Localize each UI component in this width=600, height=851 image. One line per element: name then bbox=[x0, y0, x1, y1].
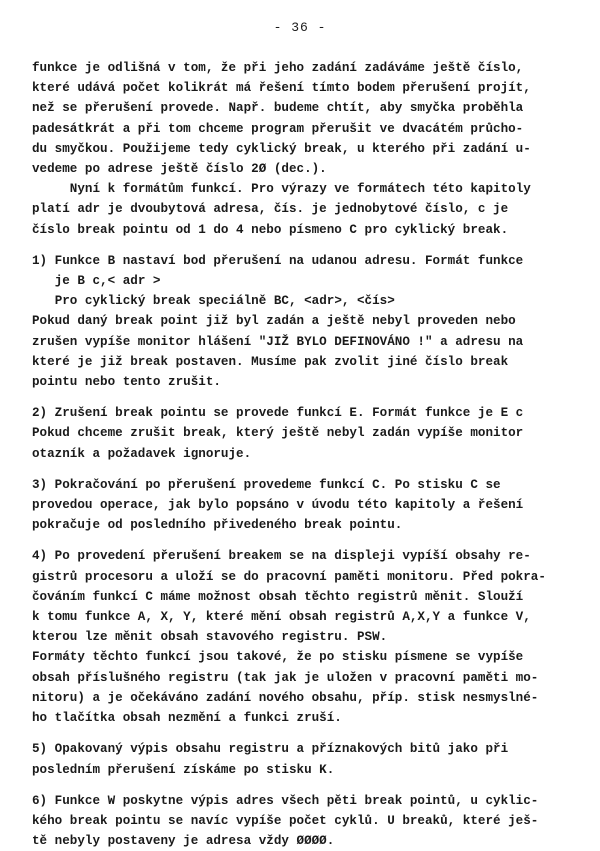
text-line: Formáty těchto funkcí jsou takové, že po stisku písmene se vypíše bbox=[32, 650, 524, 665]
text-line: než se přerušení provede. Např. budeme chtít, aby smyčka proběhla bbox=[32, 101, 524, 116]
text-line: 3) Pokračování po přerušení provedeme funkcí C. Po stisku C se bbox=[32, 477, 501, 492]
text-line: pointu nebo tento zrušit. bbox=[32, 375, 221, 390]
text-line: číslo break pointu od 1 do 4 nebo písmeno C pro cyklický break. bbox=[32, 222, 509, 237]
text-line: padesátkrát a při tom chceme program přerušit ve dvacátém průcho- bbox=[32, 121, 524, 136]
text-line: k tomu funkce A, X, Y, které mění obsah registrů A,X,Y a funkce V, bbox=[32, 610, 531, 625]
text-line: kého break pointu se navíc vypíše počet cyklů. U breaků, které ješ- bbox=[32, 813, 539, 828]
text-line: je B c,< adr > bbox=[32, 274, 161, 289]
text-line: Pokud daný break point již byl zadán a ještě nebyl proveden nebo bbox=[32, 314, 516, 329]
text-line: obsah příslušného registru (tak jak je uložen v pracovní paměti mo- bbox=[32, 670, 539, 685]
paragraph bbox=[32, 58, 572, 240]
text-line: kterou lze měnit obsah stavového registru. PSW. bbox=[32, 630, 388, 645]
paragraph bbox=[32, 546, 572, 728]
text-line: pokračuje od posledního přivedeného break pointu. bbox=[32, 518, 403, 533]
text-line: Pokud chceme zrušit break, který ještě nebyl zadán vypíše monitor bbox=[32, 426, 524, 441]
text-line: posledním přerušení získáme po stisku K. bbox=[32, 762, 335, 777]
text-line: zrušen vypíše monitor hlášení "JIŽ BYLO DEFINOVÁNO !" a adresu na bbox=[32, 334, 524, 349]
text-line: 2) Zrušení break pointu se provede funkcí E. Formát funkce je E c bbox=[32, 406, 524, 421]
text-line: ho tlačítka obsah nezmění a funkci zruší. bbox=[32, 711, 342, 726]
text-line: nitoru) a je očekáváno zadání nového obsahu, příp. stisk nesmyslné- bbox=[32, 690, 539, 705]
text-line: provedou operace, jak bylo popsáno v úvodu této kapitoly a řešení bbox=[32, 498, 524, 513]
document-body bbox=[32, 58, 572, 851]
text-line: vedeme po adrese ještě číslo 2Ø (dec.). bbox=[32, 162, 327, 177]
text-line: 1) Funkce B nastaví bod přerušení na udanou adresu. Formát funkce bbox=[32, 253, 524, 268]
text-line: Pro cyklický break speciálně BC, <adr>, <čís> bbox=[32, 294, 395, 309]
text-line: tě nebyly postaveny je adresa vždy ØØØØ. bbox=[32, 834, 335, 849]
text-line: Nyní k formátům funkcí. Pro výrazy ve formátech této kapitoly bbox=[32, 182, 531, 197]
text-line: 6) Funkce W poskytne výpis adres všech pěti break pointů, u cyklic- bbox=[32, 793, 539, 808]
paragraph bbox=[32, 739, 572, 779]
text-line: otazník a požadavek ignoruje. bbox=[32, 446, 252, 461]
paragraph bbox=[32, 251, 572, 392]
paragraph bbox=[32, 403, 572, 464]
text-line: čováním funkcí C máme možnost obsah těchto registrů měnit. Slouží bbox=[32, 589, 524, 604]
text-line: 4) Po provedení přerušení breakem se na displeji vypíší obsahy re- bbox=[32, 549, 531, 564]
page-number: - 36 - bbox=[273, 20, 327, 35]
text-line: platí adr je dvoubytová adresa, čís. je jednobytové číslo, c je bbox=[32, 202, 509, 217]
text-line: gistrů procesoru a uloží se do pracovní paměti monitoru. Před pokra- bbox=[32, 569, 546, 584]
text-line: které je již break postaven. Musíme pak zvolit jiné číslo break bbox=[32, 354, 509, 369]
paragraph bbox=[32, 475, 572, 536]
text-line: 5) Opakovaný výpis obsahu registru a příznakových bitů jako při bbox=[32, 742, 509, 757]
text-line: du smyčkou. Použijeme tedy cyklický break, u kterého při zadání u- bbox=[32, 141, 531, 156]
text-line: které udává počet kolikrát má řešení tímto bodem přerušení projít, bbox=[32, 81, 531, 96]
text-line: funkce je odlišná v tom, že při jeho zadání zadáváme ještě číslo, bbox=[32, 61, 524, 75]
